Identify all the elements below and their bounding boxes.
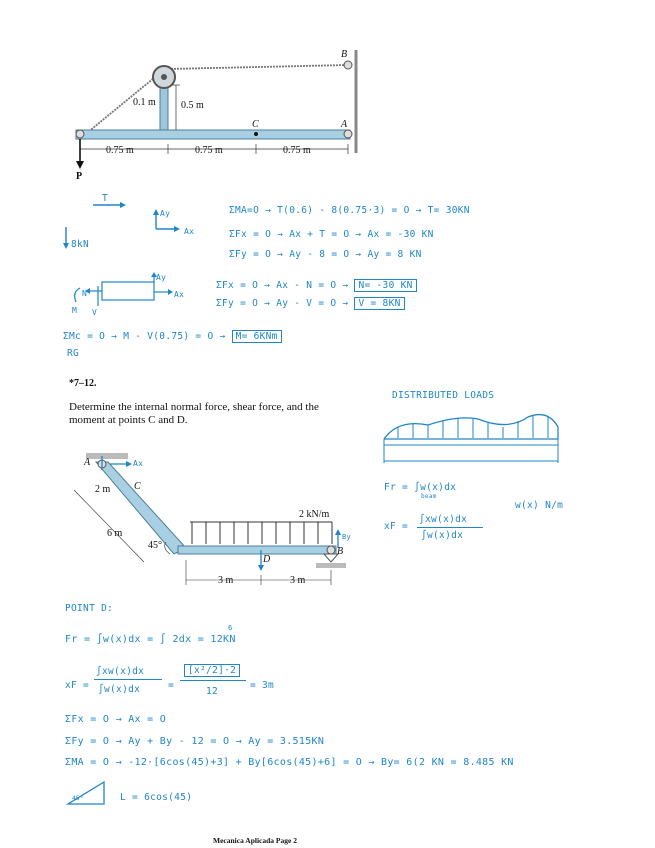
pin-B: [344, 61, 352, 69]
solution-xf-mid-bar: [180, 680, 246, 681]
solution-eq3: ΣMA = O → -12·[6cos(45)+3] + By[6cos(45)+6] = O → By= 6(2 KN = 8.485 KN: [65, 757, 514, 768]
dim-075m-3: 0.75 m: [283, 145, 311, 156]
figure-bent-beam: [66, 450, 356, 595]
problem-number: *7–12.: [69, 378, 97, 389]
solution-eq1: ΣFx = O → Ax = O: [65, 714, 167, 725]
fbd2-eq-fx-text: ΣFx = O → Ax - N = O →: [216, 280, 349, 291]
fbd1-eq-fy: ΣFy = O → Ay - 8 = O → Ay = 8 KN: [229, 249, 422, 260]
xf-fraction-bar: [417, 527, 483, 528]
pin-A: [344, 130, 352, 138]
fbd2-eq-fy: [216, 298, 405, 309]
fbd2-label-N: N: [82, 289, 88, 298]
answer-M: M= 6KNm: [232, 330, 282, 343]
support-B: [316, 563, 346, 568]
inclined-member: [96, 462, 186, 554]
fig2-angle: 45°: [148, 540, 162, 551]
solution-xf-mid-numerator: [x²/2]·2: [184, 664, 240, 677]
pin-left: [76, 130, 84, 138]
solution-triangle-angle: 45°: [72, 795, 84, 802]
fig2-label-By: By: [342, 533, 352, 541]
fbd2-label-Ax: Ax: [174, 290, 185, 299]
fbd1-label-T: T: [102, 193, 109, 204]
wx-units: w(x) N/m: [515, 500, 564, 511]
xf-label: xF =: [384, 521, 409, 532]
fig2-dim-3m-b: 3 m: [290, 575, 306, 586]
fbd2-label-V: V: [92, 308, 98, 317]
dim-01m: 0.1 m: [133, 97, 156, 108]
fig2-load: 2 kN/m: [299, 509, 330, 520]
cable-top: [168, 65, 348, 69]
horizontal-member: [178, 546, 336, 554]
answer-N: N= -30 KN: [354, 279, 416, 292]
fig2-label-A: A: [84, 457, 91, 468]
solution-note: L = 6cos(45): [120, 792, 193, 803]
fbd2-eq-m: [63, 331, 282, 342]
fig2-label-D: D: [263, 554, 271, 565]
fig2-label-B: B: [337, 546, 344, 557]
solution-xf-numerator: ∫xw(x)dx: [96, 666, 145, 677]
support-top: [86, 453, 128, 459]
load-arrows: [192, 522, 332, 544]
solution-fr-line: Fr = ∫w(x)dx = ∫ 2dx = 12KN: [65, 634, 236, 645]
label-C: C: [252, 119, 259, 130]
point-C: [254, 132, 258, 136]
beam: [76, 130, 350, 139]
fig2-dim-6m: 6 m: [107, 528, 123, 539]
xf-denominator: ∫w(x)dx: [421, 530, 464, 541]
fbd1-label-8kN: 8kN: [71, 239, 90, 250]
problem-text-line2: moment at points C and D.: [69, 414, 188, 426]
answer-V: V = 8KN: [354, 297, 404, 310]
fbd2-eq-m-text: ΣMc = O → M - V(0.75) = O →: [63, 331, 226, 342]
label-A: A: [341, 119, 348, 130]
fbd2-eq-fy-text: ΣFy = O → Ay - V = O →: [216, 298, 349, 309]
problem-text-line1: Determine the internal normal force, shear force, and the: [69, 401, 319, 413]
distributed-load-sketch: [378, 405, 573, 465]
fig2-dim-3m-a: 3 m: [218, 575, 234, 586]
fig2-label-Ax: Ax: [133, 459, 144, 468]
solution-xf-denominator: ∫w(x)dx: [98, 684, 141, 695]
fbd2-rg: RG: [67, 348, 80, 359]
dim-075m-1: 0.75 m: [106, 145, 134, 156]
fr-subscript: beam: [421, 493, 437, 500]
fbd1-eq-moment: ΣMA=O → T(0.6) - 8(0.75·3) = O → T= 30KN: [229, 205, 470, 216]
xf-numerator: ∫xw(x)dx: [419, 514, 468, 525]
dim-075m-2: 0.75 m: [195, 145, 223, 156]
fbd2-label-Ay: Ay: [156, 273, 167, 282]
fig2-dim-2m: 2 m: [95, 484, 111, 495]
pin-B: [327, 546, 335, 554]
pulley-pin: [161, 74, 167, 80]
fbd1-label-Ax: Ax: [184, 227, 195, 236]
fig2-label-C: C: [134, 481, 141, 492]
solution-heading: POINT D:: [65, 603, 114, 614]
fbd2-eq-fx: [216, 280, 417, 291]
solution-xf-result: = 3m: [250, 680, 275, 691]
solution-fr-limit: 6: [228, 624, 233, 632]
fbd2-label-M: M: [72, 306, 78, 315]
label-B: B: [341, 49, 348, 60]
solution-equals-1: =: [168, 680, 175, 691]
fbd1-eq-fx: ΣFx = O → Ax + T = O → Ax = -30 KN: [229, 229, 434, 240]
dim-05m: 0.5 m: [181, 100, 204, 111]
label-P: P: [76, 171, 83, 182]
distributed-loads-title: DISTRIBUTED LOADS: [392, 390, 495, 401]
fr-equation: Fr = ∫w(x)dx: [384, 482, 457, 493]
solution-xf-mid-denominator: 12: [206, 686, 219, 697]
solution-eq2: ΣFy = O → Ay + By - 12 = O → Ay = 3.515KN: [65, 736, 325, 747]
solution-xf-left: xF =: [65, 680, 90, 691]
figure-beam-cable: [60, 45, 370, 185]
fbd1-label-Ay: Ay: [160, 209, 171, 218]
page-footer: Mecanica Aplicada Page 2: [213, 836, 297, 845]
solution-xf-bar: [94, 679, 162, 680]
solution-triangle: [64, 778, 114, 810]
